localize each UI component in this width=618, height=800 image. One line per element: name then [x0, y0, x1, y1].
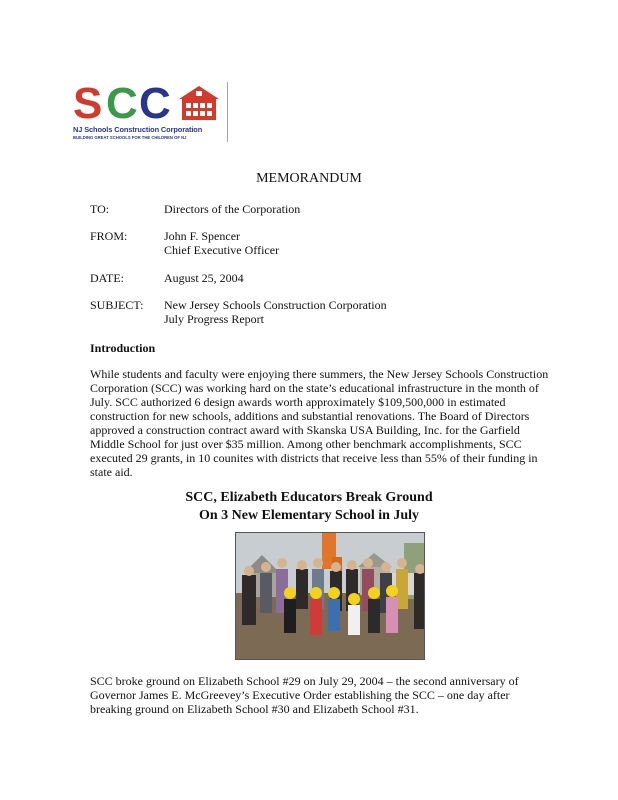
caption-line: Governor James E. McGreevey’s Executive Order establishing the SCC – one day after	[90, 688, 510, 702]
subject-line-1: New Jersey Schools Construction Corporation	[164, 298, 387, 312]
section-title-line-2: On 3 New Elementary School in July	[198, 508, 420, 523]
intro-line: July. SCC authorized 6 design awards worth approximately $109,500,000 in estimated	[90, 395, 506, 409]
groundbreaking-photo	[235, 532, 425, 660]
subject-label: SUBJECT:	[90, 298, 144, 312]
intro-heading: Introduction	[90, 341, 156, 355]
intro-line: construction for new schools, additions and substantial renovations. The Board of Directors	[90, 409, 530, 423]
intro-line: state aid.	[90, 465, 133, 479]
caption-line: breaking ground on Elizabeth School #30 and Elizabeth School #31.	[90, 702, 419, 716]
to-label: TO:	[90, 202, 110, 216]
schoolhouse-icon	[177, 85, 221, 121]
caption-line: SCC broke ground on Elizabeth School #29 on July 29, 2004 – the second anniversary of	[90, 674, 519, 688]
logo-org-name: NJ Schools Construction Corporation	[73, 125, 203, 134]
subject-line-2: July Progress Report	[164, 312, 264, 326]
logo-letter-c1: C	[106, 79, 136, 128]
to-value: Directors of the Corporation	[164, 202, 301, 216]
logo-letter-c2: C	[139, 79, 169, 128]
intro-line: approved a construction contract award with Skanska USA Building, Inc. for the Garfield	[90, 423, 520, 437]
logo-divider	[227, 82, 228, 142]
from-name: John F. Spencer	[164, 229, 241, 243]
intro-line: Corporation (SCC) was working hard on the state’s educational infrastructure in the month of	[90, 381, 539, 395]
from-title: Chief Executive Officer	[164, 243, 280, 257]
date-label: DATE:	[90, 271, 124, 285]
logo-letter-s: S	[73, 79, 101, 128]
from-label: FROM:	[90, 229, 128, 243]
scc-logo	[73, 79, 231, 144]
section-title	[0, 489, 618, 525]
section-title-line-1: SCC, Elizabeth Educators Break Ground	[185, 490, 433, 505]
intro-line: executed 29 grants, in 10 counites with districts that receive less than 55% of their funding in	[90, 451, 538, 465]
date-value: August 25, 2004	[164, 271, 244, 285]
intro-line: While students and faculty were enjoying there summers, the New Jersey Schools Construction	[90, 367, 549, 381]
intro-line: Middle School for just over $35 million. Among other benchmark accomplishments, SCC	[90, 437, 522, 451]
caption-paragraph	[90, 674, 560, 716]
logo-tagline: BUILDING GREAT SCHOOLS FOR THE CHILDREN OF NJ	[73, 135, 187, 140]
memo-title: MEMORANDUM	[256, 171, 362, 186]
intro-paragraph	[90, 367, 560, 479]
